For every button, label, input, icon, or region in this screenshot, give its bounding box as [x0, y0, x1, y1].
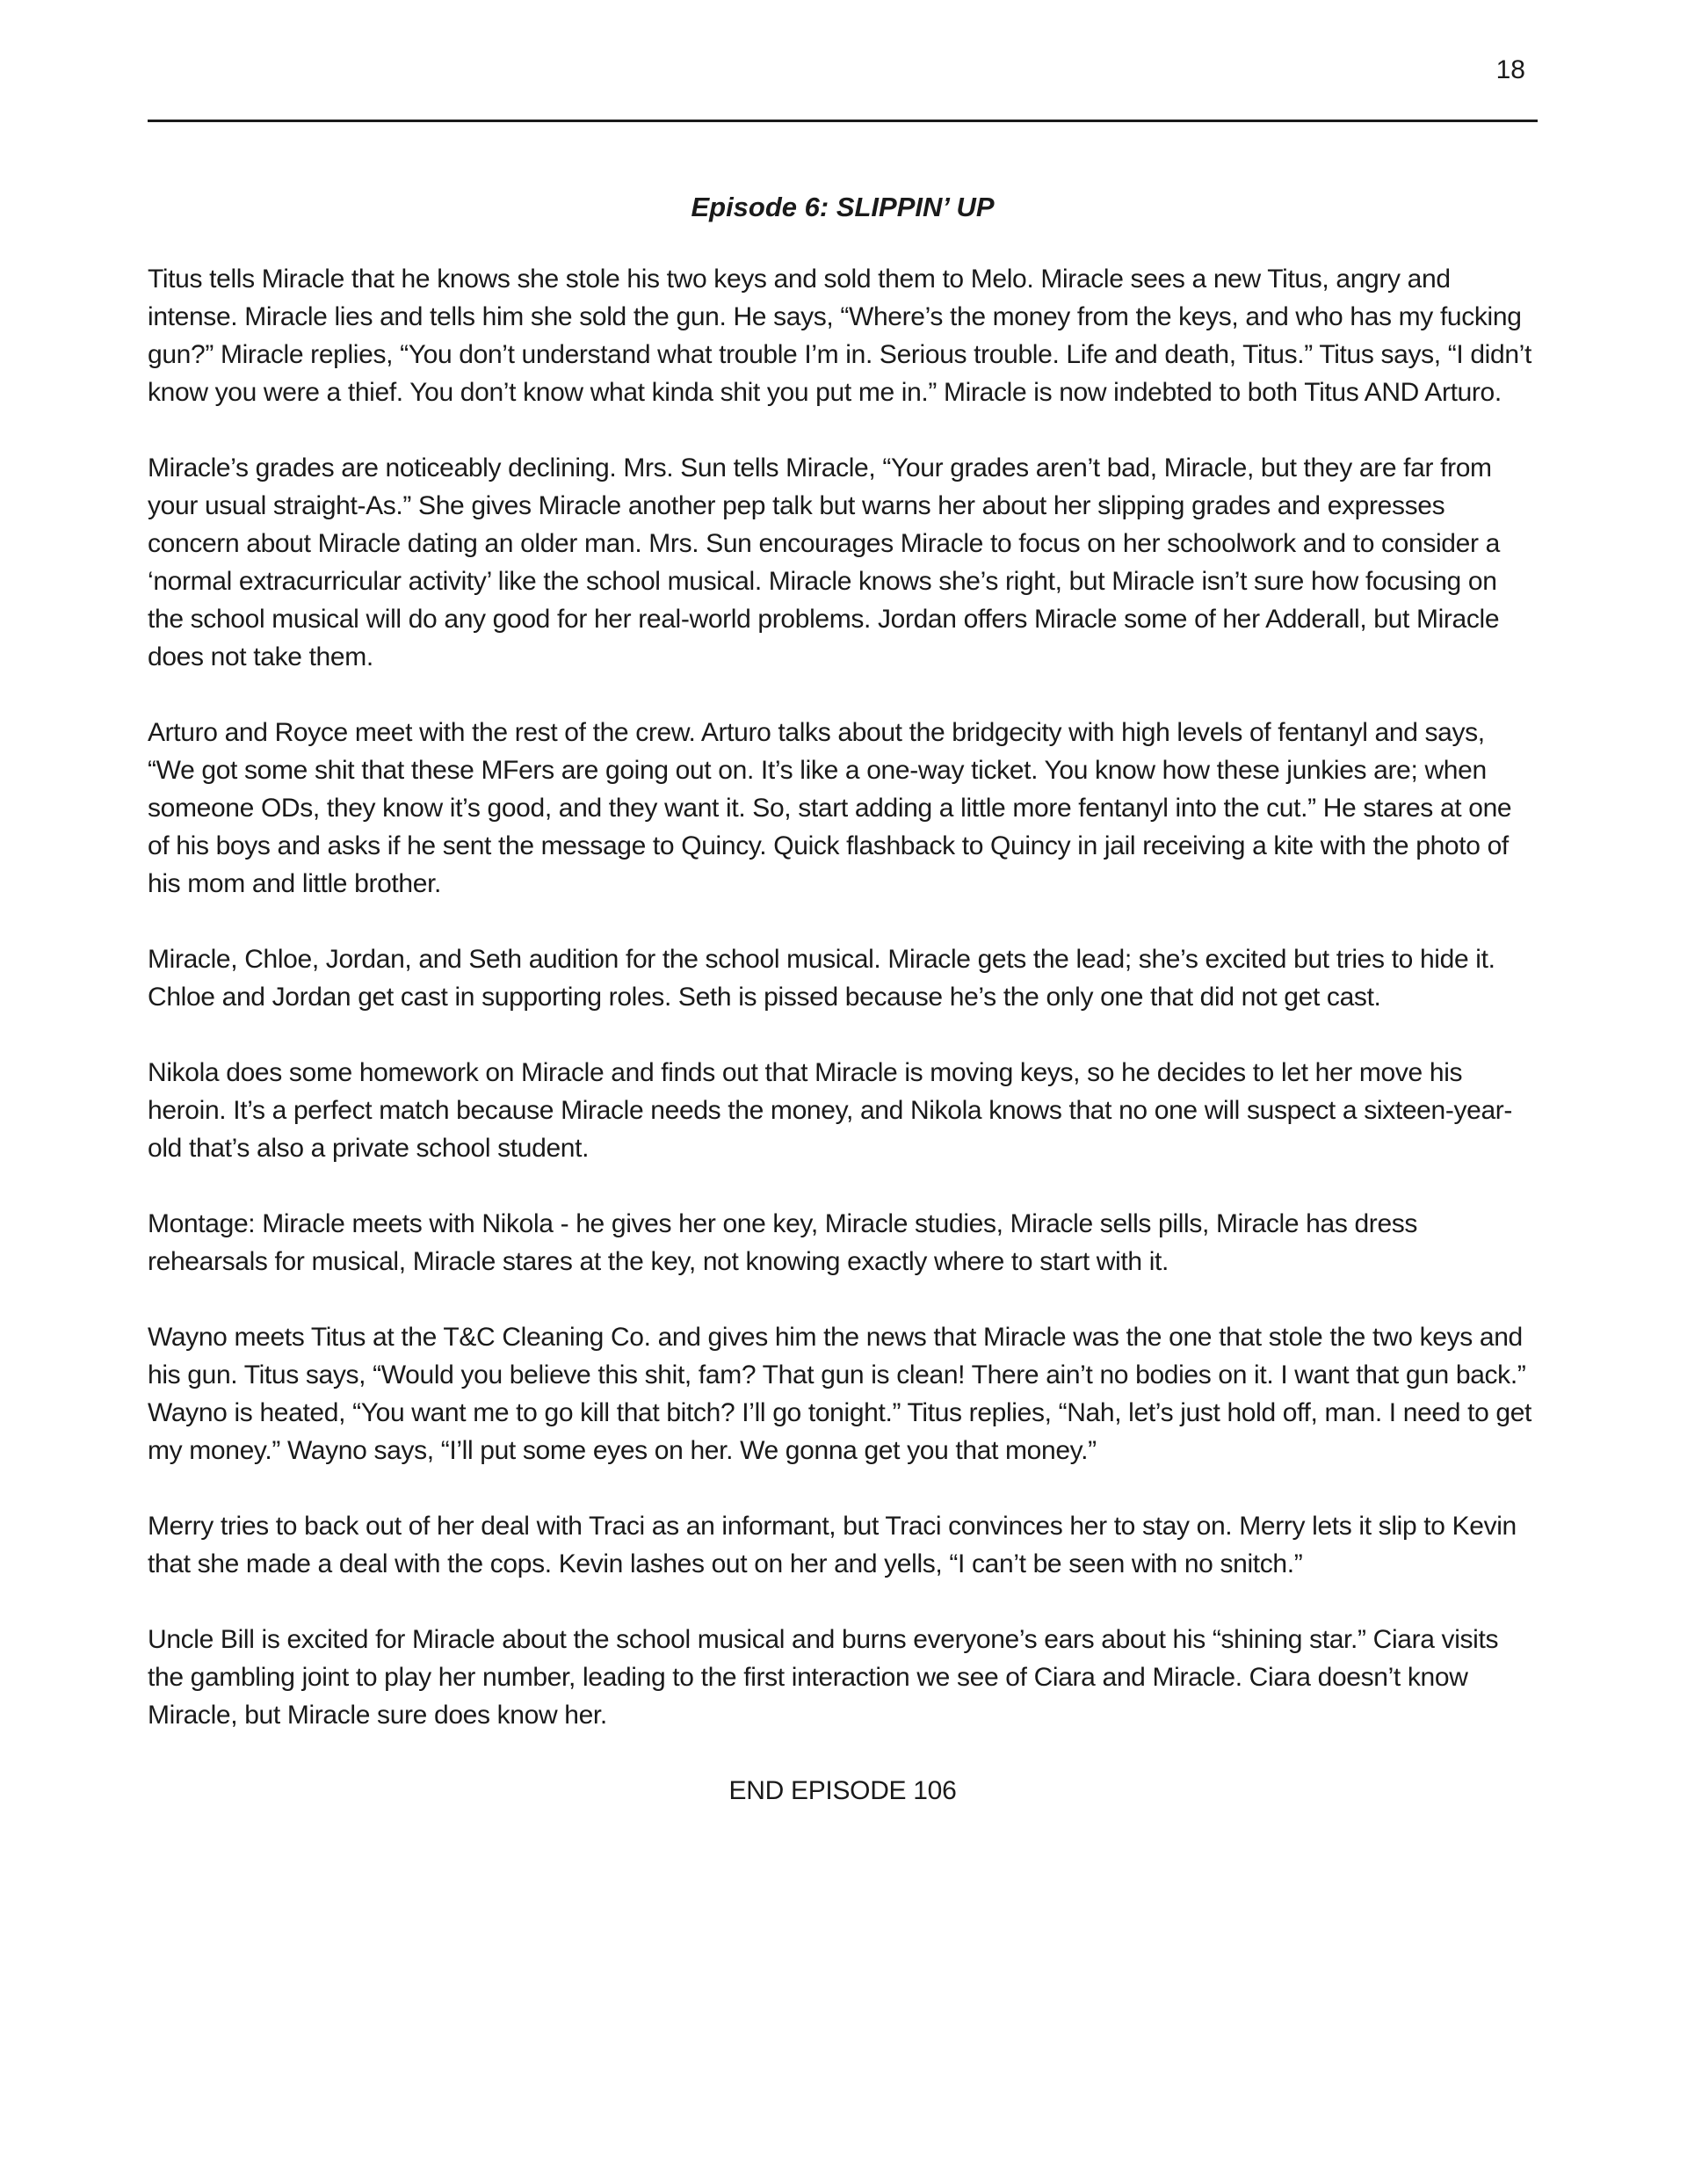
paragraph-arturo-crew: Arturo and Royce meet with the rest of the crew. Arturo talks about the bridgecity with high levels of fentanyl and says, “We got some shit that these MFers are going out on. It’s like a one-way ticket. You know how these junkies are; when someone ODs, they know it’s good, and they want it. So, start adding a little more fentanyl into the cut.” He stares at one of his boys and asks if he sent the message to Quincy. Quick flashback to Quincy in jail receiving a kite with the photo of his mom and little brother.	[148, 718, 1512, 898]
paragraph-wayno-titus: Wayno meets Titus at the T&C Cleaning Co. and gives him the news that Miracle was the one that stole the two keys and his gun. Titus says, “Would you believe this shit, fam? That gun is clean! There ain’t no bodies on it. I want that gun back.” Wayno is heated, “You want me to go kill that bitch? I’ll go tonight.” Titus replies, “Nah, let’s just hold off, man. I need to get my money.” Wayno says, “I’ll put some eyes on her. We gonna get you that money.”	[148, 1323, 1532, 1465]
paragraph-merry-traci: Merry tries to back out of her deal with Traci as an informant, but Traci convinces her to stay on. Merry lets it slip to Kevin that she made a deal with the cops. Kevin lashes out on her and yells, “I can’t be seen with no snitch.”	[148, 1512, 1517, 1578]
paragraph-audition: Miracle, Chloe, Jordan, and Seth audition for the school musical. Miracle gets the lead; she’s excited but tries to hide it. Chloe and Jordan get cast in supporting roles. Seth is pissed because he’s the only one that did not get cast.	[148, 945, 1495, 1012]
paragraph-montage: Montage: Miracle meets with Nikola - he gives her one key, Miracle studies, Miracle sells pills, Miracle has dress rehearsals for musical, Miracle stares at the key, not knowing exactly where to start with it.	[148, 1209, 1418, 1276]
paragraph-uncle-bill: Uncle Bill is excited for Miracle about the school musical and burns everyone’s ears about his “shining star.” Ciara visits the gambling joint to play her number, leading to the first interaction we see of Ciara and Miracle. Ciara doesn’t know Miracle, but Miracle sure does know her.	[148, 1625, 1499, 1730]
paragraph-grades-declining: Miracle’s grades are noticeably declining. Mrs. Sun tells Miracle, “Your grades aren’t bad, Miracle, but they are far from your usual straight-As.” She gives Miracle another pep talk but warns her about her slipping grades and expresses concern about Miracle dating an older man. Mrs. Sun encourages Miracle to focus on her schoolwork and to consider a ‘normal extracurricular activity’ like the school musical. Miracle knows she’s right, but Miracle isn’t sure how focusing on the school musical will do any good for her real-world problems. Jordan offers Miracle some of her Adderall, but Miracle does not take them.	[148, 453, 1500, 671]
document-body	[148, 188, 1538, 1810]
header-rule	[148, 120, 1538, 122]
episode-title: Episode 6: SLIPPIN’ UP	[691, 192, 995, 222]
end-episode-line: END EPISODE 106	[728, 1776, 957, 1805]
paragraph-nikola: Nikola does some homework on Miracle and finds out that Miracle is moving keys, so he decides to let her move his heroin. It’s a perfect match because Miracle needs the money, and Nikola knows that no one will suspect a sixteen-year-old that’s also a private school student.	[148, 1058, 1513, 1163]
paragraph-titus-confrontation: Titus tells Miracle that he knows she stole his two keys and sold them to Melo. Miracle sees a new Titus, angry and intense. Miracle lies and tells him she sold the gun. He says, “Where’s the money from the keys, and who has my fucking gun?” Miracle replies, “You don’t understand what trouble I’m in. Serious trouble. Life and death, Titus.” Titus says, “I didn’t know you were a thief. You don’t know what kinda shit you put me in.” Miracle is now indebted to both Titus AND Arturo.	[148, 265, 1531, 407]
page-number: 18	[1495, 55, 1525, 84]
